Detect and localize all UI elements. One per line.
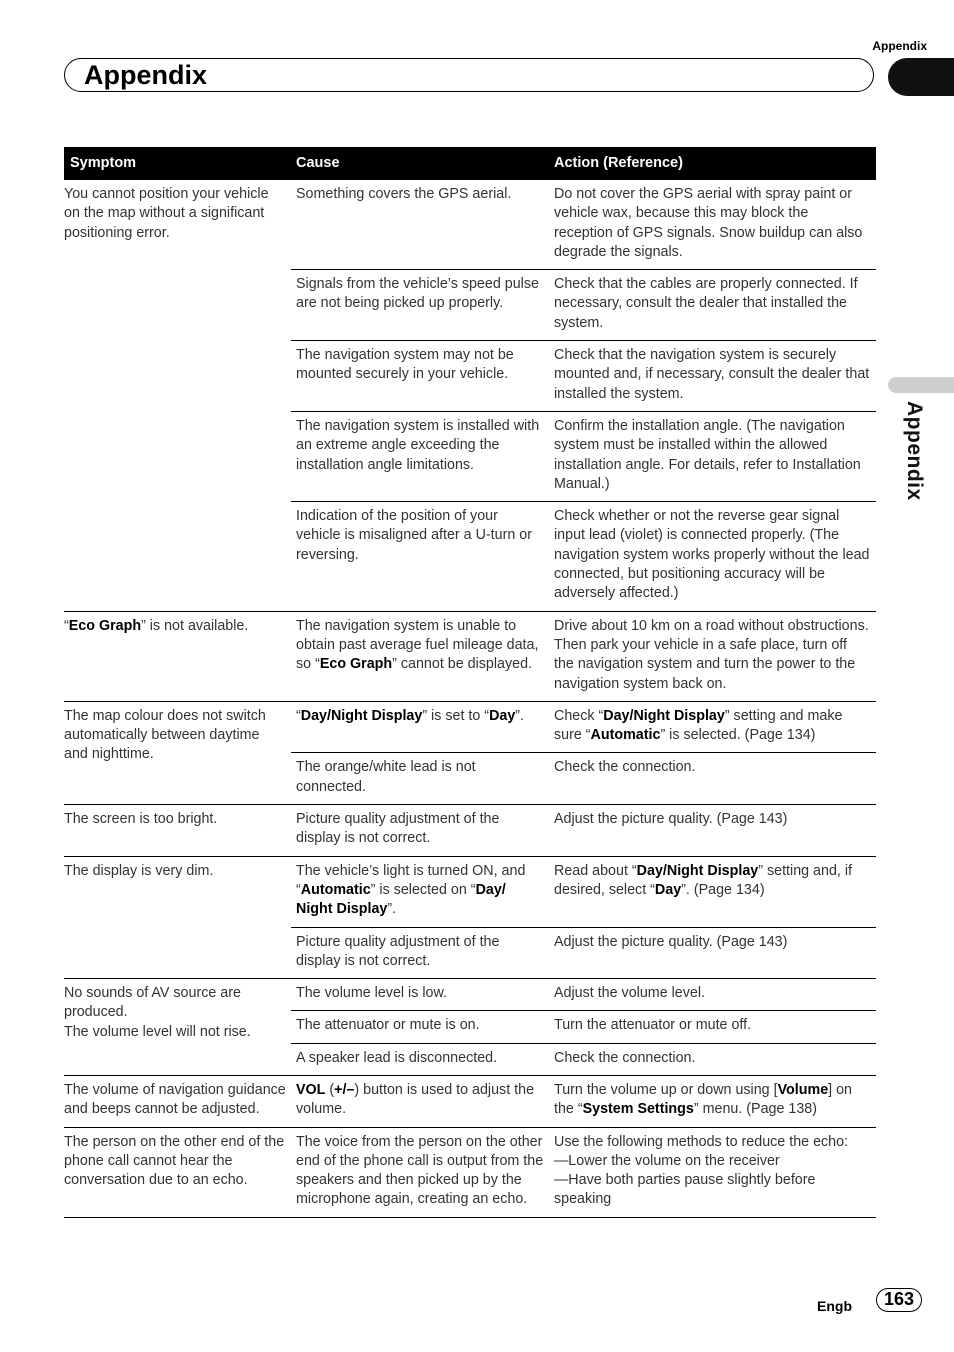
action-cell: Check the connection. bbox=[549, 1043, 876, 1075]
cause-cell: VOL (+/–) button is used to adjust the volume. bbox=[291, 1075, 549, 1127]
action-cell: Adjust the picture quality. (Page 143) bbox=[549, 927, 876, 979]
cause-cell: Picture quality adjustment of the display is not correct. bbox=[291, 927, 549, 979]
action-cell: Adjust the volume level. bbox=[549, 979, 876, 1011]
cause-cell: A speaker lead is disconnected. bbox=[291, 1043, 549, 1075]
bold-term: Automatic bbox=[590, 727, 661, 744]
bold-term: Day bbox=[489, 707, 516, 724]
action-cell: Confirm the installation angle. (The navigation system must be installed within the allowed installation angle. For details, refer to Installation Manual.) bbox=[549, 411, 876, 501]
symptom-cell: The display is very dim. bbox=[64, 856, 291, 978]
table-row bbox=[64, 611, 876, 701]
cause-cell: The navigation system may not be mounted securely in your vehicle. bbox=[291, 341, 549, 412]
cause-cell: Signals from the vehicle’s speed pulse are not being picked up properly. bbox=[291, 270, 549, 341]
language-code: Engb bbox=[817, 1298, 852, 1314]
symptom-cell: “Eco Graph” is not available. bbox=[64, 611, 291, 701]
action-cell: Use the following methods to reduce the echo: —Lower the volume on the receiver —Have both parties pause slightly before speaking bbox=[549, 1127, 876, 1217]
action-cell: Read about “Day/Night Display” setting and, if desired, select “Day”. (Page 134) bbox=[549, 856, 876, 927]
symptom-cell: The volume of navigation guidance and beeps cannot be adjusted. bbox=[64, 1075, 291, 1127]
table-row bbox=[64, 856, 876, 927]
bold-term: Day/ bbox=[475, 881, 506, 898]
action-cell: Check whether or not the reverse gear signal input lead (violet) is connected properly. (The navigation system works properly without the lead connected, but positioning accuracy will be adversely affected.) bbox=[549, 502, 876, 611]
cause-cell: The attenuator or mute is on. bbox=[291, 1011, 549, 1043]
action-cell: Turn the attenuator or mute off. bbox=[549, 1011, 876, 1043]
table-row bbox=[64, 979, 876, 1011]
bold-term: Eco Graph bbox=[68, 617, 142, 634]
table-row bbox=[64, 1075, 876, 1127]
page-title: Appendix bbox=[84, 60, 208, 90]
table-row bbox=[64, 1127, 876, 1217]
bold-term: Day bbox=[654, 881, 682, 898]
symptom-cell: You cannot position your vehicle on the map without a significant positioning error. bbox=[64, 186, 269, 241]
action-cell: Check “Day/Night Display” setting and make sure “Automatic” is selected. (Page 134) bbox=[549, 701, 876, 753]
action-cell: Adjust the picture quality. (Page 143) bbox=[549, 805, 876, 857]
table-row bbox=[64, 701, 876, 753]
symptom-cell: No sounds of AV source are produced. The volume level will not rise. bbox=[64, 979, 291, 1076]
bold-term: System Settings bbox=[582, 1101, 694, 1118]
bold-term: VOL bbox=[296, 1081, 326, 1098]
bold-term: Day/Night Display bbox=[636, 862, 759, 879]
cause-cell: Something covers the GPS aerial. bbox=[296, 186, 512, 202]
cause-cell: “Day/Night Display” is set to “Day”. bbox=[291, 701, 549, 753]
action-cell: Check that the cables are properly connected. If necessary, consult the dealer that installed the system. bbox=[549, 270, 876, 341]
bold-term: Automatic bbox=[300, 881, 371, 898]
symptom-cell: The screen is too bright. bbox=[64, 805, 291, 857]
cause-cell: Indication of the position of your vehicle is misaligned after a U-turn or reversing. bbox=[291, 502, 549, 611]
action-cell: Check the connection. bbox=[549, 753, 876, 805]
symptom-cell: The person on the other end of the phone call cannot hear the conversation due to an echo. bbox=[64, 1127, 291, 1217]
page-number: 163 bbox=[876, 1288, 922, 1312]
table-header-row bbox=[64, 147, 876, 180]
action-cell: Turn the volume up or down using [Volume] on the “System Settings” menu. (Page 138) bbox=[549, 1075, 876, 1127]
cause-cell: The navigation system is unable to obtain past average fuel mileage data, so “Eco Graph” cannot be displayed. bbox=[291, 611, 549, 701]
action-cell: Drive about 10 km on a road without obstructions. Then park your vehicle in a safe place, turn off the navigation system and turn the power to the navigation system back on. bbox=[549, 611, 876, 701]
action-cell: Check that the navigation system is securely mounted and, if necessary, consult the dealer that installed the system. bbox=[549, 341, 876, 412]
bold-term: +/– bbox=[334, 1081, 355, 1098]
cause-cell: The navigation system is installed with an extreme angle exceeding the installation angle limitations. bbox=[291, 411, 549, 501]
cause-cell: The orange/white lead is not connected. bbox=[291, 753, 549, 805]
column-header-cause: Cause bbox=[291, 147, 549, 180]
cause-cell: The vehicle’s light is turned ON, and “Automatic” is selected on “Day/ Night Display”. bbox=[291, 856, 549, 927]
action-cell: Do not cover the GPS aerial with spray paint or vehicle wax, because this may block the reception of GPS signals. Snow buildup can also degrade the signals. bbox=[554, 186, 863, 260]
symptom-cell: The map colour does not switch automatically between daytime and nighttime. bbox=[64, 701, 291, 804]
column-header-action: Action (Reference) bbox=[549, 147, 876, 180]
troubleshooting-table bbox=[64, 147, 876, 1218]
bold-term: Night Display bbox=[296, 901, 388, 918]
cause-cell: Picture quality adjustment of the display is not correct. bbox=[291, 805, 549, 857]
bold-term: Volume bbox=[777, 1081, 829, 1098]
running-header-label: Appendix bbox=[872, 39, 927, 53]
cause-cell: The voice from the person on the other end of the phone call is output from the speakers and then picked up by the microphone again, creating an echo. bbox=[291, 1127, 549, 1217]
bold-term: Day/Night Display bbox=[300, 707, 423, 724]
cause-cell: The volume level is low. bbox=[291, 979, 549, 1011]
side-section-label: Appendix bbox=[903, 401, 926, 501]
chapter-tab-marker bbox=[888, 58, 954, 96]
bold-term: Eco Graph bbox=[319, 656, 393, 673]
table-row bbox=[64, 180, 876, 270]
table-row bbox=[64, 805, 876, 857]
bold-term: Day/Night Display bbox=[603, 707, 725, 724]
column-header-symptom: Symptom bbox=[64, 147, 291, 180]
side-tab-marker bbox=[888, 377, 954, 393]
